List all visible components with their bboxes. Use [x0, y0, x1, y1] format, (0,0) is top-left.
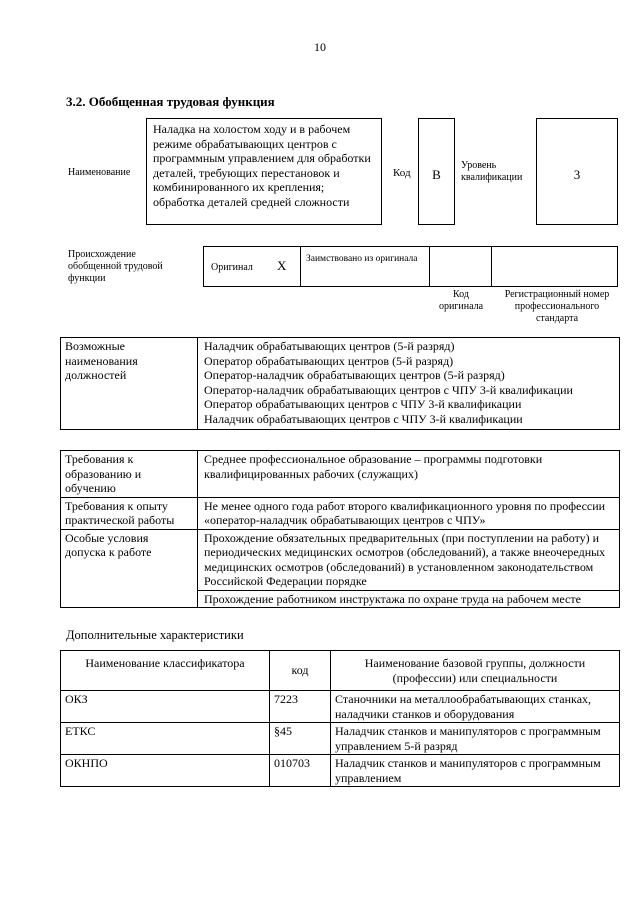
section-title: 3.2. Обобщенная трудовая функция: [66, 94, 275, 109]
requirements-table: [60, 450, 620, 608]
table-cell: Наладчик станков и манипуляторов с программным управлением 5-й разряд: [331, 723, 620, 755]
table-cell: Наладчик станков и манипуляторов с программным управлением: [331, 755, 620, 787]
table-cell: ОКЗ: [61, 691, 270, 723]
table-cell: Станочники на металлообрабатывающих станках, наладчики станков и оборудования: [331, 691, 620, 723]
origin-code-caption: Код оригинала: [438, 289, 484, 312]
name-label: Наименование: [68, 167, 131, 178]
origin-table: [203, 246, 618, 287]
origin-reg-caption: Регистрационный номер профессионального стандарта: [504, 289, 610, 324]
function-name: Наладка на холостом ходу и в рабочем режиме обрабатывающих центров с программным управлением для обработки деталей, требующих перестановок и комбинированного их крепления; обработка деталей средней сложности: [153, 122, 371, 209]
code-box: [418, 118, 455, 225]
origin-label: Происхождение обобщенной трудовой функции: [68, 249, 163, 284]
table-cell: 010703: [270, 755, 331, 787]
experience-label: Требования к опыту практической работы: [61, 497, 198, 529]
positions-table: [60, 337, 620, 430]
education-value: Среднее профессиональное образование – программы подготовки квалифицированных рабочих (служащих): [198, 451, 620, 498]
positions-label: Возможные наименования должностей: [61, 338, 198, 430]
header-classifier: Наименование классификатора: [61, 651, 270, 691]
list-item: Оператор обрабатывающих центров (5-й разряд): [204, 353, 454, 368]
special-value-1: Прохождение обязательных предварительных (при поступлении на работу) и периодических медицинских осмотров (обследований), а также внеочередных медицинских осмотров (обследований) в установленном законодательством Российской Федерации порядке: [198, 529, 620, 590]
list-item: Оператор-наладчик обрабатывающих центров (5-й разряд): [204, 368, 505, 382]
function-name-box: [146, 118, 382, 225]
positions-list: [198, 338, 620, 430]
special-value-2: Прохождение работником инструктажа по охране труда на рабочем месте: [198, 590, 620, 608]
origin-borrowed: Заимствовано из оригинала: [306, 254, 418, 264]
page-number: 10: [314, 40, 326, 54]
education-label: Требования к образованию и обучению: [61, 451, 198, 498]
list-item: Наладчик обрабатывающих центров (5-й разряд): [204, 339, 455, 353]
header-code: код: [270, 651, 331, 691]
level-label: Уровень квалификации: [461, 160, 523, 183]
level-value: 3: [573, 167, 581, 182]
code-label: Код: [393, 167, 411, 179]
list-item: Оператор обрабатывающих центров с ЧПУ 3-й квалификации: [204, 397, 522, 411]
classifiers-table: [60, 650, 620, 787]
list-item: Оператор-наладчик обрабатывающих центров с ЧПУ 3-й квалификации: [204, 382, 573, 397]
origin-mark: X: [277, 258, 287, 273]
level-box: [536, 118, 618, 225]
table-cell: §45: [270, 723, 331, 755]
list-item: Наладчик обрабатывающих центров с ЧПУ 3-й квалификации: [204, 411, 523, 426]
table-cell: ЕТКС: [61, 723, 270, 755]
code-value: B: [432, 167, 441, 182]
origin-original: Оригинал: [211, 262, 253, 273]
experience-value: Не менее одного года работ второго квалификационного уровня по профессии «оператор-наладчик обрабатывающих центров с ЧПУ»: [198, 497, 620, 529]
table-cell: ОКНПО: [61, 755, 270, 787]
extra-title: Дополнительные характеристики: [66, 628, 244, 642]
special-label: Особые условия допуска к работе: [61, 529, 198, 608]
table-cell: 7223: [270, 691, 331, 723]
header-group: Наименование базовой группы, должности (профессии) или специальности: [331, 651, 620, 691]
